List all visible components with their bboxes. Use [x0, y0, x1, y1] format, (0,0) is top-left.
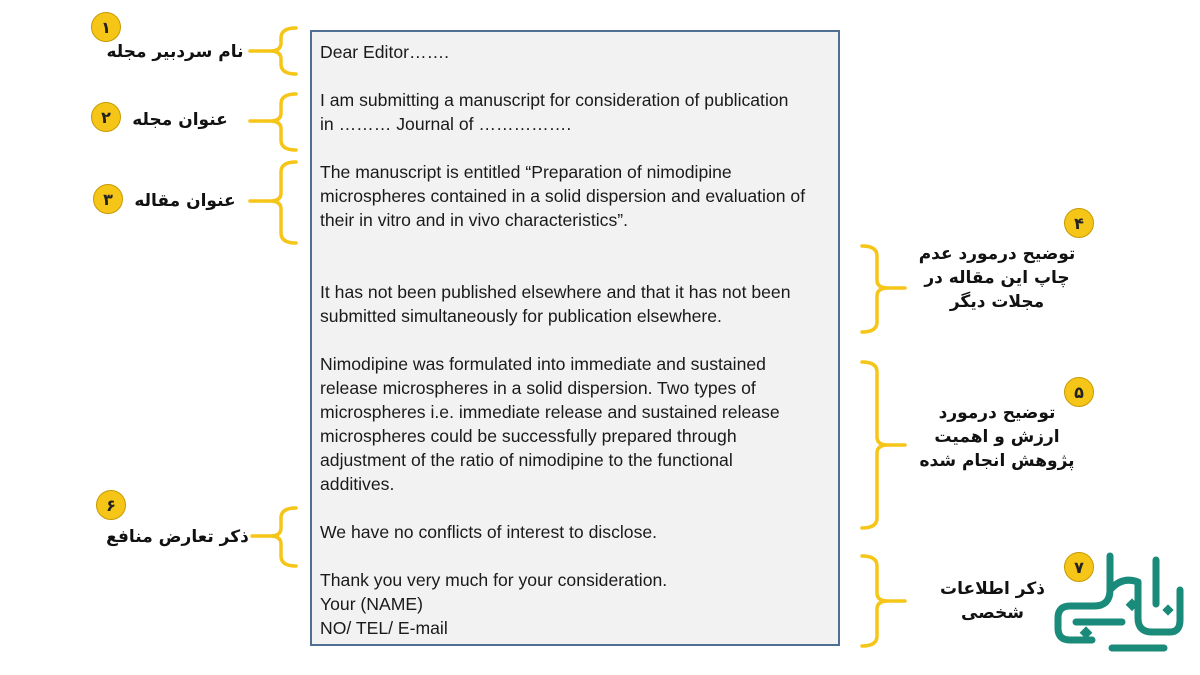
- bracket-6: [252, 508, 296, 566]
- badge-3: ۳: [93, 184, 123, 214]
- letter-greeting: Dear Editor…….: [320, 42, 450, 62]
- letter-closing: Thank you very much for your consideration. Your (NAME) NO/ TEL/ E-mail: [320, 570, 668, 638]
- badge-1: ۱: [91, 12, 121, 42]
- label-personal-info: ذکر اطلاعات شخصی: [940, 579, 1045, 623]
- badge-4: ۴: [1064, 208, 1094, 238]
- bracket-2: [250, 94, 296, 150]
- bracket-1: [250, 28, 296, 74]
- letter-title-para: The manuscript is entitled “Preparation of nimodipine microspheres contained in a solid dispersion and evaluation of their in vitro and in vivo characteristics”.: [320, 162, 806, 230]
- bracket-3: [250, 162, 296, 243]
- label-journal-title: عنوان مجله: [132, 110, 228, 130]
- letter-conflicts: We have no conflicts of interest to disclose.: [320, 522, 658, 542]
- badge-6: ۶: [96, 490, 126, 520]
- bracket-5: [862, 362, 905, 528]
- label-not-published: توضیح درمورد عدم چاپ این مقاله در مجلات دیگر: [918, 244, 1076, 312]
- badge-2: ۲: [91, 102, 121, 132]
- label-conflicts: ذکر تعارض منافع: [106, 527, 249, 547]
- stylized-calligraphy-logo-icon: [1052, 548, 1188, 658]
- letter-significance: Nimodipine was formulated into immediate and sustained release microspheres in a solid dispersion. Two types of microspheres i.e. immediate release and sustained release microspheres could be successfully prepared through adjustment of the ratio of nimodipine to the functional additives.: [320, 354, 780, 494]
- badge-7: ۷: [1064, 552, 1094, 582]
- bracket-7: [862, 556, 905, 646]
- label-editor-name: نام سردبیر مجله: [106, 42, 244, 62]
- label-significance: توضیح درمورد ارزش و اهمیت پژوهش انجام شده: [919, 403, 1075, 471]
- bracket-4: [862, 246, 905, 332]
- letter-submission: I am submitting a manuscript for consideration of publication in ……… Journal of …………….: [320, 90, 789, 134]
- label-article-title: عنوان مقاله: [134, 191, 236, 211]
- letter-not-published: It has not been published elsewhere and that it has not been submitted simultaneously for publication elsewhere.: [320, 282, 791, 326]
- badge-5: ۵: [1064, 377, 1094, 407]
